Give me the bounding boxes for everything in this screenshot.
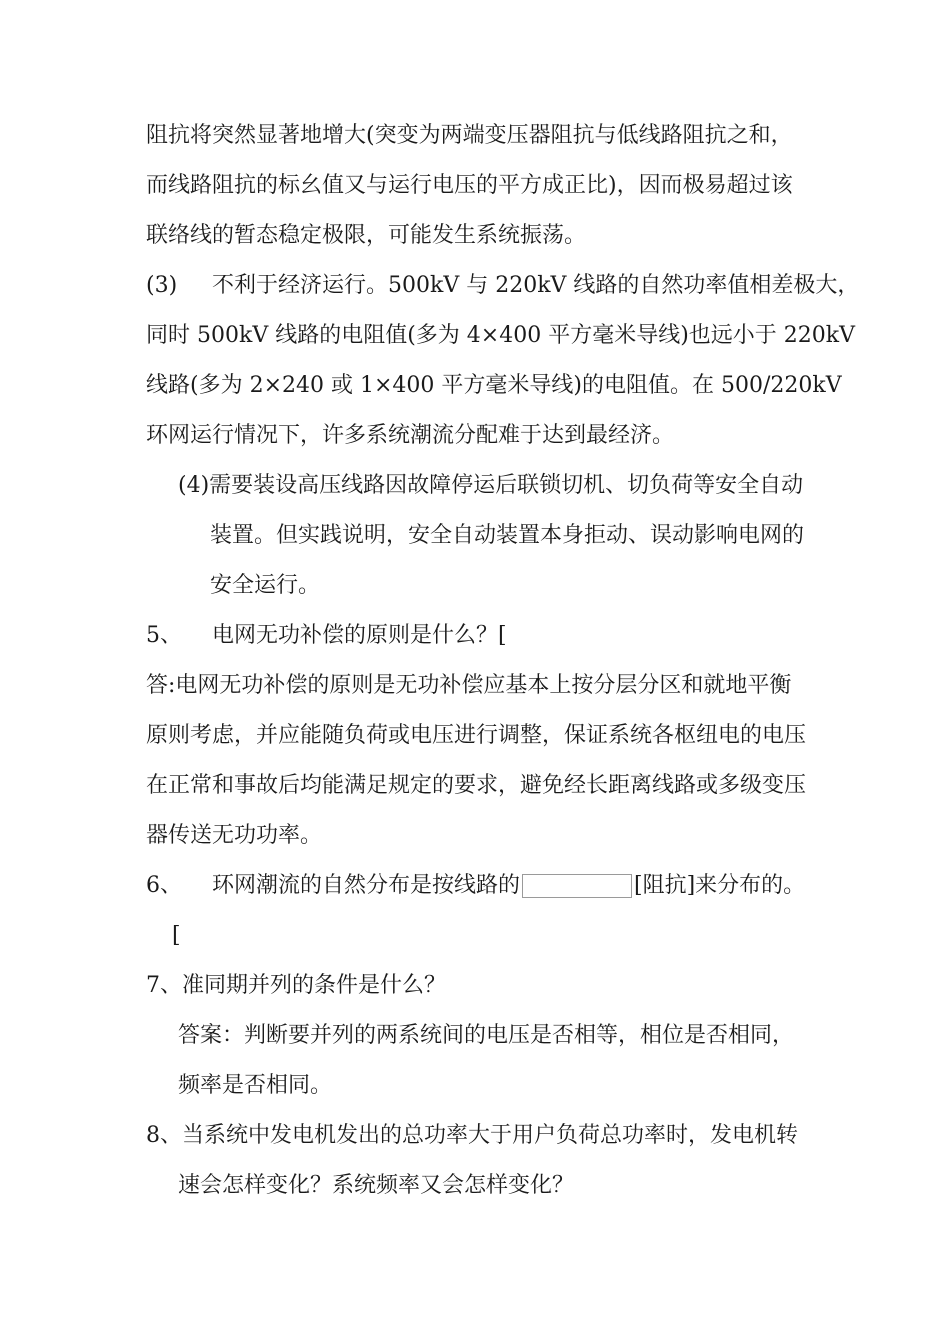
question-6-bracket: [ [172,923,181,948]
question-6 [146,871,805,901]
question-6-text-before: 环网潮流的自然分布是按线路的 [212,873,521,898]
answer-5-line: 答:电网无功补偿的原则是无功补偿应基本上按分层分区和就地平衡 [146,673,792,698]
item-3-line: 线路(多为 2×240 或 1×400 平方毫米导线)的电阻值。在 500/220kV [146,373,842,398]
paragraph-line: 阻抗将突然显著地增大(突变为两端变压器阻抗与低线路阻抗之和， [146,123,793,148]
answer-blank-field[interactable] [522,874,632,898]
item-3-line [146,271,859,301]
question-5 [146,621,507,651]
paragraph-line: 联络线的暂态稳定极限，可能发生系统振荡。 [146,223,587,248]
item-3-line: 环网运行情况下，许多系统潮流分配难于达到最经济。 [146,423,675,448]
answer-5-line: 在正常和事故后均能满足规定的要求，避免经长距离线路或多级变压 [146,773,807,798]
item-4-line: (4)需要装设高压线路因故障停运后联锁切机、切负荷等安全自动 [178,473,804,498]
answer-5-line: 原则考虑，并应能随负荷或电压进行调整，保证系统各枢纽电的电压 [146,723,807,748]
answer-7-line: 频率是否相同。 [178,1073,333,1098]
item-3-line: 同时 500kV 线路的电阻值(多为 4×400 平方毫米导线)也远小于 220kV [146,323,855,348]
item-4-line: 装置。但实践说明，安全自动装置本身拒动、误动影响电网的 [210,523,805,548]
answer-5-line: 器传送无功功率。 [146,823,323,848]
question-6-text-after: [阻抗]来分布的。 [634,873,806,898]
question-5-text: 电网无功补偿的原则是什么？[ [212,623,507,648]
item-3-text: 不利于经济运行。500kV 与 220kV 线路的自然功率值相差极大， [212,273,860,298]
paragraph-line: 而线路阻抗的标幺值又与运行电压的平方成正比)，因而极易超过该 [146,173,793,198]
question-7: 7、准同期并列的条件是什么？ [146,973,446,998]
question-8-line: 8、当系统中发电机发出的总功率大于用户负荷总功率时，发电机转 [146,1123,798,1148]
question-5-number: 5、 [146,623,182,648]
question-8-line: 速会怎样变化？系统频率又会怎样变化？ [178,1173,575,1198]
answer-7-line: 答案：判断要并列的两系统间的电压是否相等，相位是否相同， [178,1023,795,1048]
item-4-line: 安全运行。 [210,573,321,598]
item-3-number: (3) [146,273,178,298]
question-6-number: 6、 [146,873,182,898]
